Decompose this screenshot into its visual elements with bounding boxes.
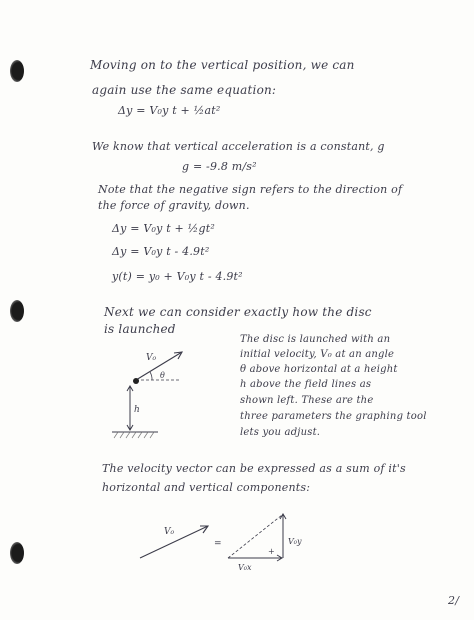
text-line: shown left. These are the <box>240 395 374 406</box>
equation: y(t) = y₀ + V₀y t - 4.9t² <box>112 270 243 283</box>
text-line: is launched <box>104 322 176 336</box>
binder-hole <box>10 60 24 82</box>
text-line: Moving on to the vertical position, we can <box>90 58 355 72</box>
text-line: the force of gravity, down. <box>98 199 250 212</box>
text-line: again use the same equation: <box>92 83 277 97</box>
vy-label: V₀y <box>288 537 302 546</box>
height-label: h <box>134 405 140 415</box>
text-line: initial velocity, V₀ at an angle <box>240 349 395 360</box>
equation: Δy = V₀y t - 4.9t² <box>112 245 210 258</box>
disc-icon <box>133 378 139 384</box>
velocity-vector <box>136 352 182 380</box>
angle-arc <box>150 372 152 380</box>
binder-hole <box>10 542 24 564</box>
text-line: lets you adjust. <box>240 427 321 438</box>
launch-diagram <box>112 348 222 444</box>
text-line: θ above horizontal at a height <box>240 364 398 375</box>
text-line: h above the field lines as <box>240 379 372 390</box>
text-line: Note that the negative sign refers to the direction of <box>98 183 403 196</box>
text-line: The disc is launched with an <box>240 334 391 345</box>
text-line: The velocity vector can be expressed as a sum of it's <box>102 462 406 475</box>
text-line: horizontal and vertical components: <box>102 481 311 494</box>
page-number: 2/ <box>448 594 460 607</box>
vx-label: V₀x <box>238 563 252 572</box>
text-line: three parameters the graphing tool <box>240 411 427 422</box>
binder-hole <box>10 300 24 322</box>
equals-sign: = <box>214 539 222 549</box>
velocity-label: V₀ <box>164 527 175 537</box>
velocity-components-diagram <box>130 506 330 576</box>
equation: Δy = V₀y t + ½at² <box>118 104 221 117</box>
equation: g = -9.8 m/s² <box>182 160 257 173</box>
velocity-label: V₀ <box>146 353 157 363</box>
ground-hatch <box>114 432 154 438</box>
plus-sign: + <box>268 547 275 556</box>
text-line: Next we can consider exactly how the disc <box>104 305 372 319</box>
angle-label: θ <box>160 371 165 380</box>
equation: Δy = V₀y t + ½gt² <box>112 222 215 235</box>
text-line: We know that vertical acceleration is a constant, g <box>92 140 385 153</box>
